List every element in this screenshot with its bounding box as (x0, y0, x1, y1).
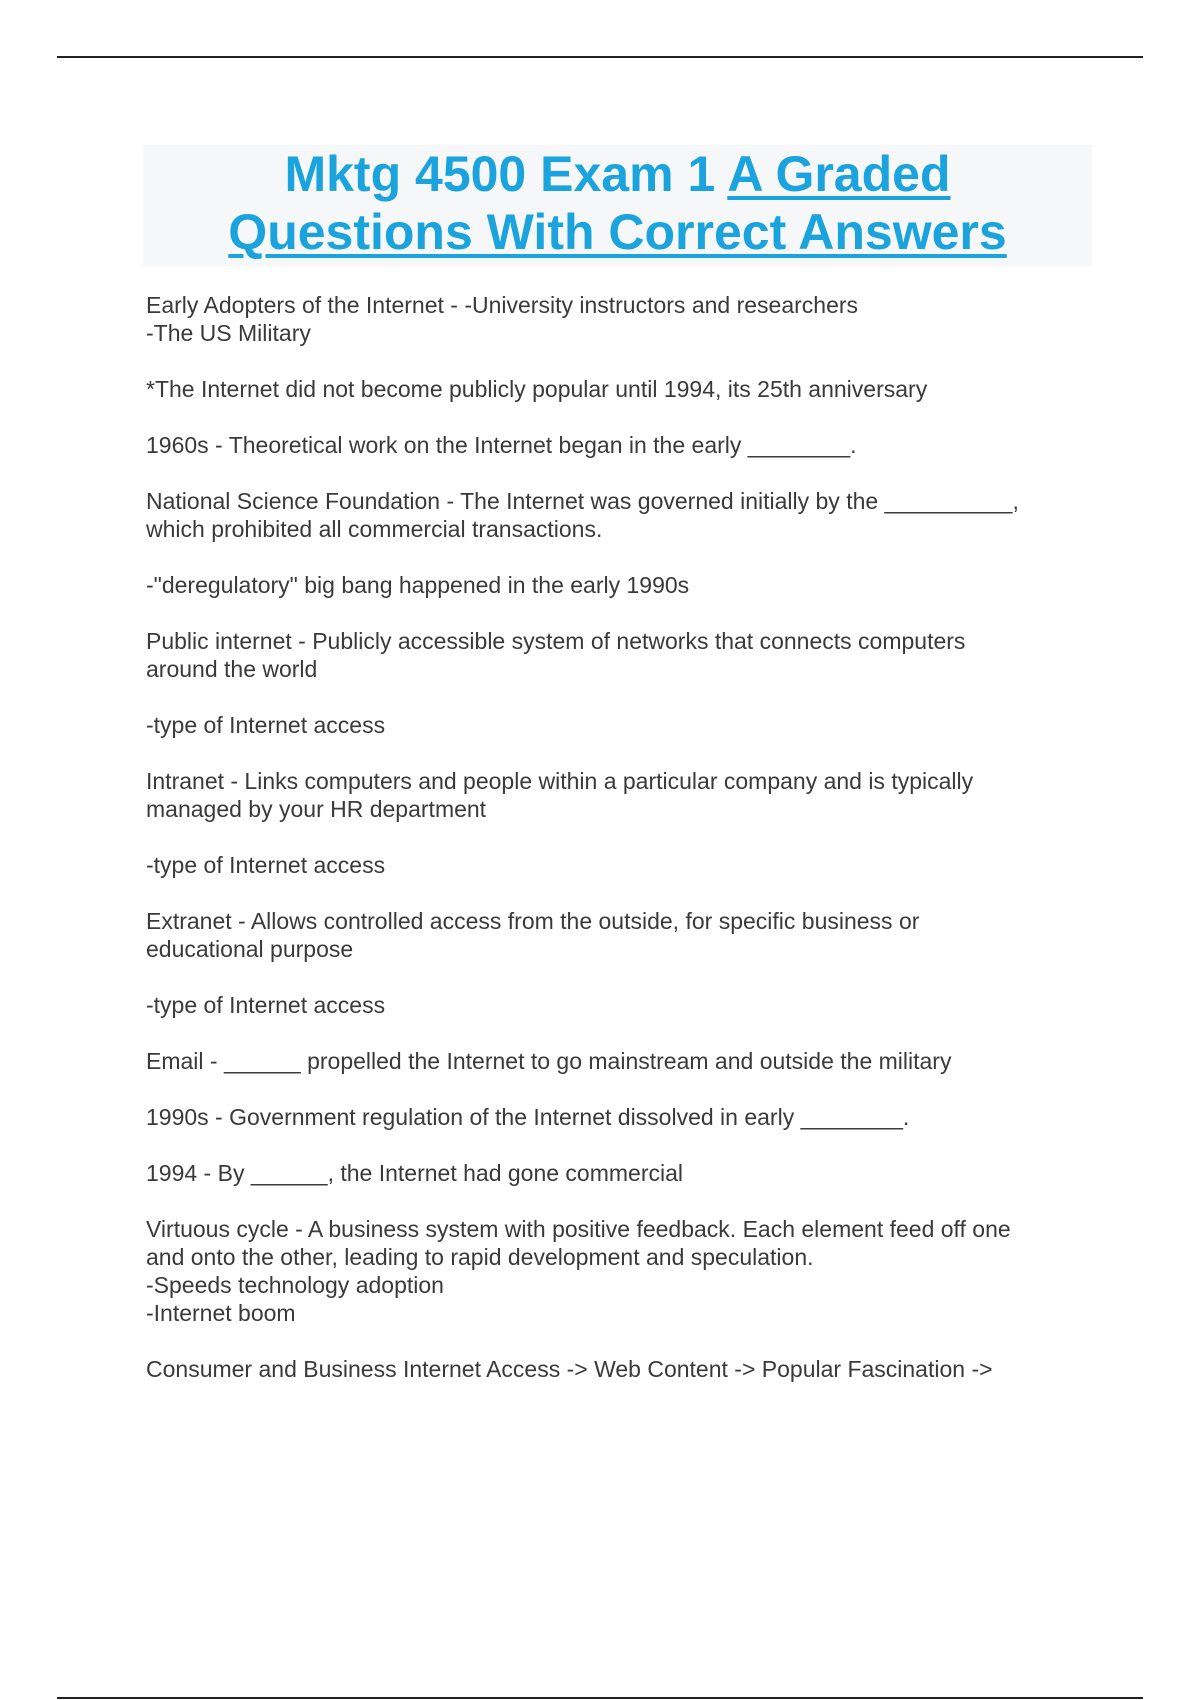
entry-line: -The US Military (146, 320, 311, 346)
entry-line: *The Internet did not become publicly popular until 1994, its 25th anniversary (146, 376, 928, 402)
qa-entry (146, 1047, 1076, 1075)
document-body (146, 291, 1076, 1411)
qa-entry (146, 907, 1076, 963)
entry-line: managed by your HR department (146, 796, 487, 822)
qa-entry (146, 291, 1076, 347)
entry-line: -type of Internet access (146, 852, 386, 878)
qa-entry (146, 431, 1076, 459)
entry-line: Virtuous cycle - A business system with positive feedback. Each element feed off one (146, 1216, 1011, 1242)
entry-line: around the world (146, 656, 318, 682)
entry-line: Email - ______ propelled the Internet to go mainstream and outside the military (146, 1048, 952, 1074)
qa-entry (146, 1103, 1076, 1131)
entry-line: -Internet boom (146, 1300, 296, 1326)
entry-line: 1994 - By ______, the Internet had gone commercial (146, 1160, 684, 1186)
entry-line: Consumer and Business Internet Access -> Web Content -> Popular Fascination -> (146, 1356, 993, 1382)
entry-line: 1960s - Theoretical work on the Internet began in the early ________. (146, 432, 857, 458)
qa-entry (146, 1159, 1076, 1187)
title-line-1 (143, 145, 1092, 203)
qa-entry (146, 851, 1076, 879)
entry-line: Extranet - Allows controlled access from the outside, for specific business or (146, 908, 920, 934)
entry-line: Intranet - Links computers and people within a particular company and is typically (146, 768, 974, 794)
entry-line: 1990s - Government regulation of the Internet dissolved in early ________. (146, 1104, 910, 1130)
entry-line: and onto the other, leading to rapid development and speculation. (146, 1244, 814, 1270)
qa-entry (146, 711, 1076, 739)
qa-entry (146, 487, 1076, 543)
entry-line: -"deregulatory" big bang happened in the early 1990s (146, 572, 690, 598)
qa-entry (146, 1215, 1076, 1327)
title-link[interactable]: A Graded (727, 146, 951, 202)
qa-entry (146, 627, 1076, 683)
bottom-rule (57, 1697, 1143, 1699)
entry-line: Public internet - Publicly accessible system of networks that connects computers (146, 628, 966, 654)
qa-entry (146, 991, 1076, 1019)
qa-entry (146, 767, 1076, 823)
entry-line: -type of Internet access (146, 992, 386, 1018)
entry-line: -Speeds technology adoption (146, 1272, 444, 1298)
qa-entry (146, 375, 1076, 403)
title-banner (143, 145, 1092, 266)
entry-line: National Science Foundation - The Internet was governed initially by the __________, (146, 488, 1019, 514)
title-text: Mktg 4500 Exam 1 (284, 146, 716, 202)
entry-line: which prohibited all commercial transactions. (146, 516, 603, 542)
qa-entry (146, 1355, 1076, 1383)
entry-line: -type of Internet access (146, 712, 386, 738)
qa-entry (146, 571, 1076, 599)
entry-line: educational purpose (146, 936, 354, 962)
entry-line: Early Adopters of the Internet - -University instructors and researchers (146, 292, 859, 318)
title-line-2[interactable]: Questions With Correct Answers (228, 204, 1007, 260)
top-rule (57, 56, 1143, 58)
